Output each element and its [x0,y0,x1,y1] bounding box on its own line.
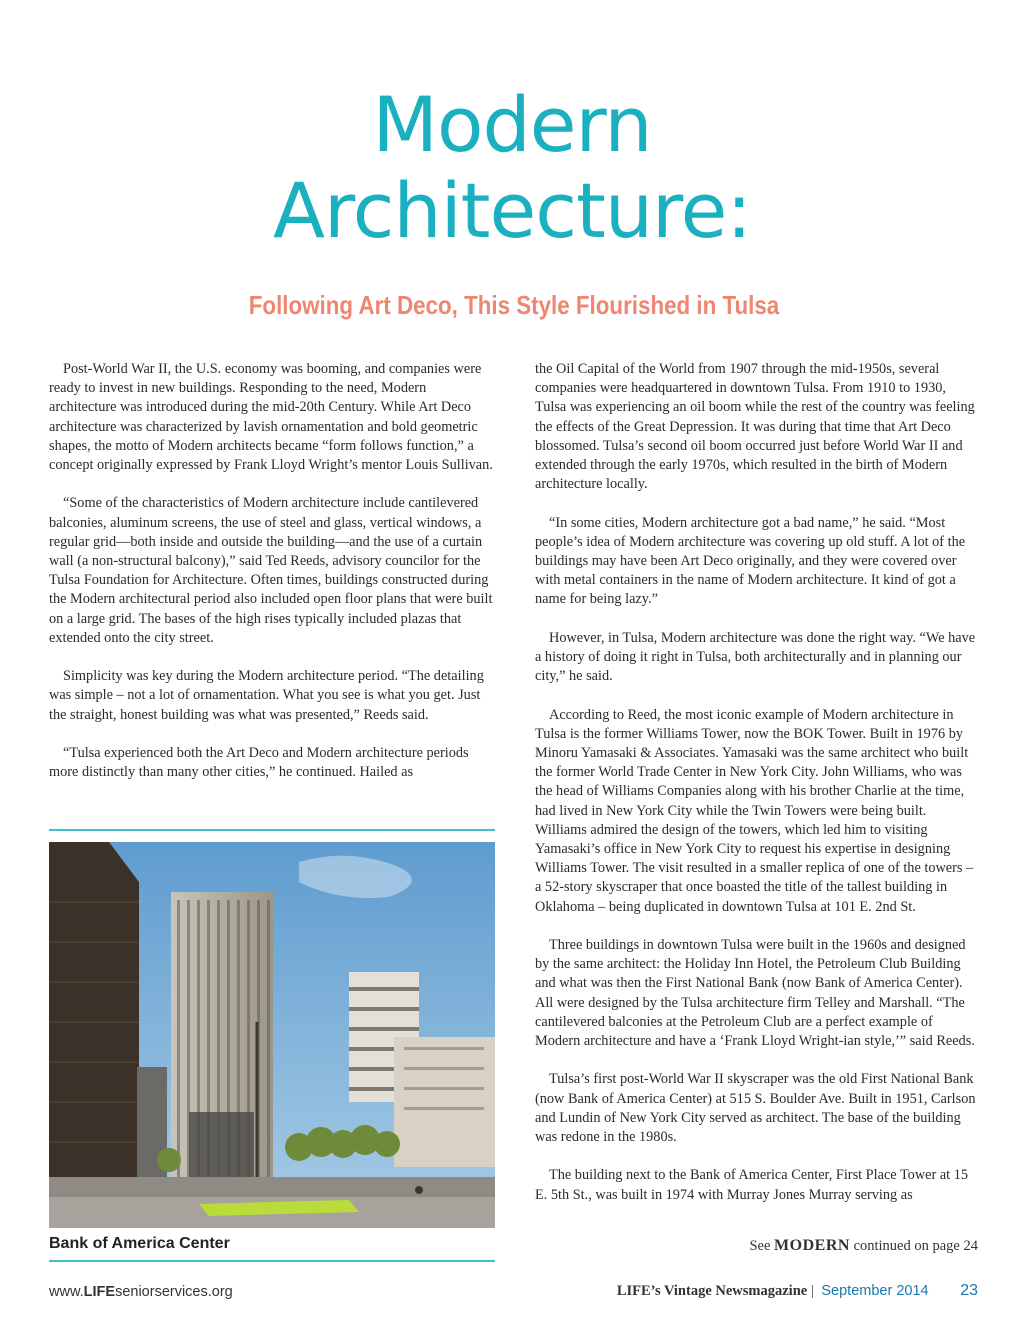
title-line-1: Modern [372,80,652,169]
page-subtitle: Following Art Deco, This Style Flourished in Tulsa [248,290,780,320]
paragraph: Tulsa’s first post-World War II skyscraper was the old First National Bank (now Bank of America Center) at 515 S. Boulder Ave. Built in 1951, Carlson and Lundin of New York City served as architect. The base of the building was redone in the 1980s. [535,1071,976,1146]
paragraph: “Tulsa experienced both the Art Deco and Modern architecture periods more distinctly than many other cities,” he continued. Hailed as [49,745,469,781]
continuation-suffix: continued on page 24 [853,1238,978,1254]
photo-caption: Bank of America Center [49,1235,230,1252]
bank-of-america-center-photo [49,842,495,1228]
divider-bottom [49,1260,495,1262]
title-line-2: Architecture: [273,166,751,255]
footer-publication [617,1282,978,1300]
paragraph: However, in Tulsa, Modern architecture was done the right way. “We have a history of doing it right in Tulsa, both architecturally and in planning our city,” he said. [535,629,976,685]
paragraph: The building next to the Bank of America Center, First Place Tower at 15 E. 5th St., was built in 1974 with Murray Jones Murray serving as [535,1167,969,1203]
paragraph: Post-World War II, the U.S. economy was booming, and companies were ready to invest in new buildings. Responding to the need, Modern architecture was introduced during the mid-20th Century. While Art Deco architecture was characterized by lavish ornamentation and bold geometric shapes, the motto of Modern architects became “form follows function,” a concept originally expressed by Frank Lloyd Wright’s mentor Louis Sullivan. [49,361,493,474]
divider-top [49,829,495,831]
issue-date: September 2014 [821,1283,929,1299]
paragraph: Three buildings in downtown Tulsa were built in the 1960s and designed by the same architect: the Holiday Inn Hotel, the Petroleum Club Building and what was then the First National Bank (now Bank of America Center). All were designed by the Tulsa architecture firm Telley and Marshall. “The cantilevered balconies at the Petroleum Club are a perfect example of Modern architecture and have a ‘Frank Lloyd Wright-ian style,’” said Reeds. [535,937,975,1050]
url-suffix: seniorservices.org [115,1284,233,1300]
continuation-keyword: MODERN [774,1237,850,1254]
page-number: 23 [960,1282,978,1299]
magazine-name: LIFE’s Vintage Newsmagazine [616,1283,808,1299]
paragraph: the Oil Capital of the World from 1907 through the mid-1950s, several companies were headquartered in downtown Tulsa. From 1910 to 1930, Tulsa was experiencing an oil boom while the rest of the country was feeling the effects of the Great Depression. It was during that time that Art Deco blossomed. Tulsa’s second oil boom occurred just before World War II and extended through the early 1970s, which resulted in the birth of Modern architecture locally. [535,361,975,493]
paragraph: “Some of the characteristics of Modern architecture include cantilevered balconies, aluminum screens, the use of steel and glass, vertical windows, a regular grid—both inside and outside the building—and the use of a curtain wall (a non-structural balcony),” said Ted Reeds, advisory councilor for the Tulsa Foundation for Architecture. Often times, buildings constructed during the Modern architectural period also included open floor plans that were built on a large grid. The bases of the high rises typically included plazas that extended onto the city street. [49,495,493,646]
continuation-note [749,1237,978,1255]
page-title [0,82,1024,254]
footer-website[interactable] [49,1284,233,1300]
right-column [535,360,980,1224]
paragraph: According to Reed, the most iconic example of Modern architecture in Tulsa is the former Williams Tower, now the BOK Tower. Built in 1976 by Minoru Yamasaki & Associates. Yamasaki was the same architect who built the former World Trade Center in New York City. John Williams, who was the head of Williams Companies along with his brother Charlie at the time, had lived in New York City while the Twin Towers were being built. Williams admired the design of the towers, which led him to visiting Yamasaki’s office in New York City to request his expertise in designing Williams Tower. The visit resulted in a smaller replica of one of the towers – a 52-story skyscraper that once boasted the title of the tallest building in Oklahoma – being duplicated in downtown Tulsa at 101 E. 2nd St. [535,706,974,915]
footer-separator: | [810,1283,814,1299]
paragraph: “In some cities, Modern architecture got a bad name,” he said. “Most people’s idea of Modern architecture was covering up old stuff. A lot of the buildings may have been Art Deco originally, and they were covered over with metal containers in the name of Modern architecture. It kind of got a name for being lazy.” [535,514,966,608]
paragraph: Simplicity was key during the Modern architecture period. “The detailing was simple – not a lot of ornamentation. What you see is what you get. Just the straight, honest building was what was presented,” Reeds said. [49,668,484,723]
left-column [49,360,495,802]
continuation-prefix: See [749,1238,771,1254]
url-prefix: www. [49,1284,84,1300]
url-brand: LIFE [83,1284,116,1300]
